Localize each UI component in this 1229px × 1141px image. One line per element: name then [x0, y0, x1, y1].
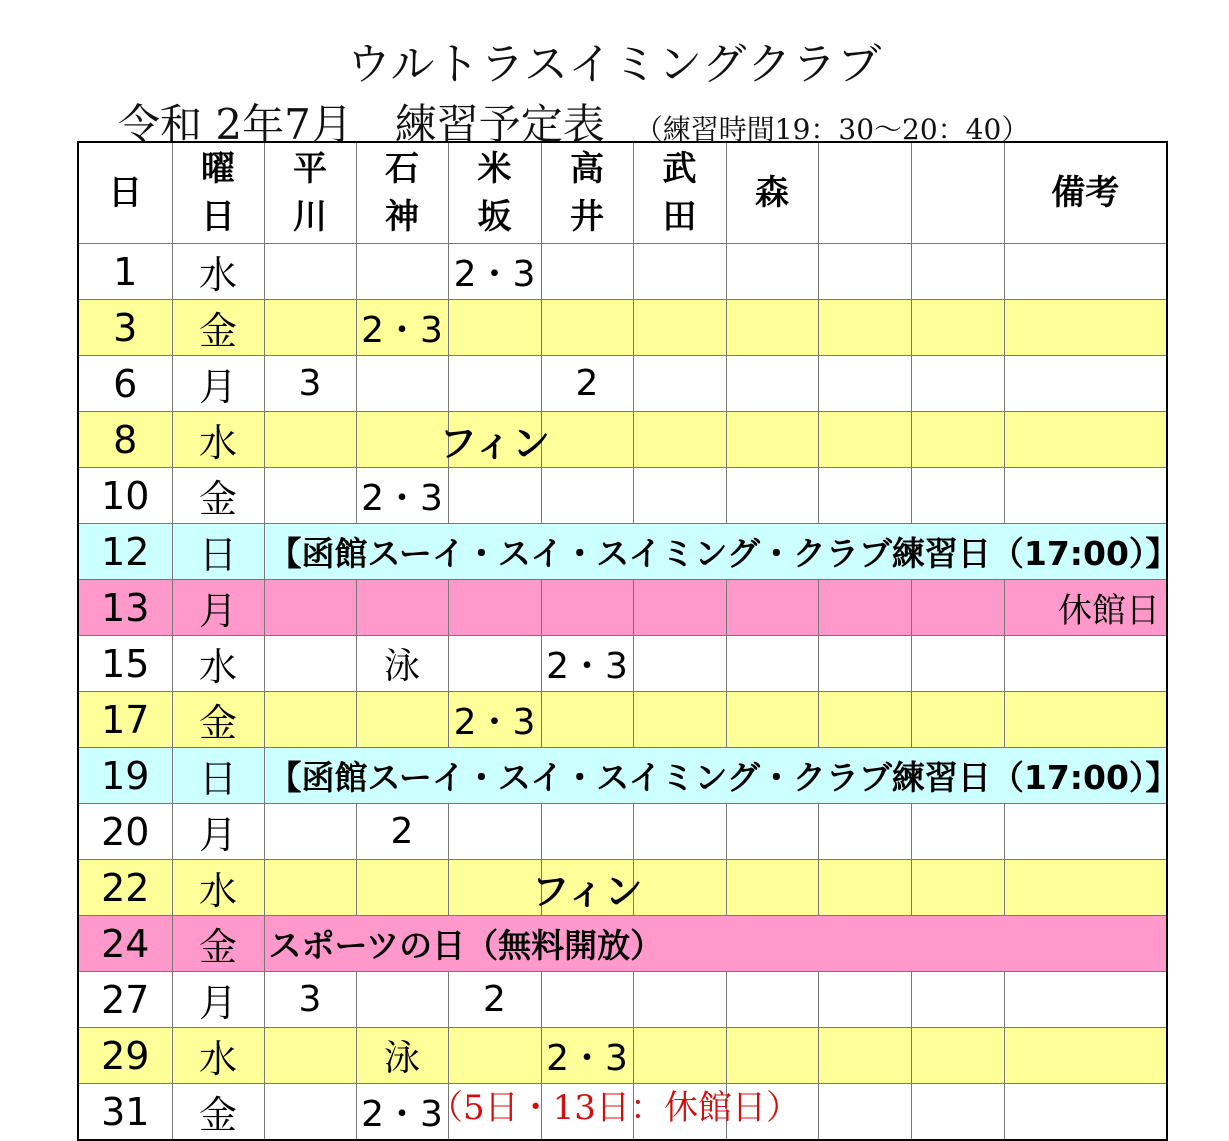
remarks-cell — [1004, 356, 1167, 412]
coach-cell-8 — [911, 580, 1004, 636]
coach-cell-6 — [726, 1028, 818, 1084]
weekday-cell: 日 — [172, 524, 264, 580]
coach-cell-8 — [911, 636, 1004, 692]
header-c3-bottom: 坂 — [477, 197, 512, 237]
event-span-cell — [264, 748, 1179, 804]
coach-cell-7 — [818, 468, 911, 524]
schedule-row — [78, 748, 1167, 804]
coach-cell-3 — [448, 468, 541, 524]
weekday-cell: 金 — [172, 1084, 264, 1141]
coach-cell-7 — [818, 244, 911, 300]
day-cell: 3 — [78, 300, 172, 356]
coach-cell-1: 3 — [264, 356, 356, 412]
header-c5-bottom: 田 — [662, 197, 697, 237]
coach-cell-1: 3 — [264, 972, 356, 1028]
coach-cell-6 — [726, 636, 818, 692]
coach-cell-7 — [818, 804, 911, 860]
coach-cell-8 — [911, 468, 1004, 524]
coach-cell-6 — [726, 860, 818, 916]
coach-cell-1 — [264, 300, 356, 356]
header-empty-2 — [911, 142, 1004, 244]
header-takeda — [633, 142, 726, 244]
schedule-row — [78, 300, 1167, 356]
day-cell: 17 — [78, 692, 172, 748]
coach-cell-6 — [726, 300, 818, 356]
weekday-cell: 水 — [172, 636, 264, 692]
coach-cell-3 — [448, 356, 541, 412]
remarks-cell — [1004, 636, 1167, 692]
practice-time-note: （練習時間19：30～20：40） — [634, 113, 1030, 146]
header-row — [78, 142, 1167, 244]
coach-cell-2 — [356, 356, 448, 412]
day-cell: 29 — [78, 1028, 172, 1084]
coach-cell-7 — [818, 860, 911, 916]
coach-cell-5 — [633, 972, 726, 1028]
day-cell: 20 — [78, 804, 172, 860]
header-c4-top: 高 — [570, 149, 604, 189]
day-cell: 10 — [78, 468, 172, 524]
coach-cell-4 — [531, 860, 643, 916]
schedule-row — [78, 580, 1167, 636]
header-empty-1 — [818, 142, 911, 244]
coach-cell-6 — [726, 356, 818, 412]
weekday-cell: 月 — [172, 580, 264, 636]
coach-cell-4 — [541, 468, 633, 524]
coach-cell-2 — [356, 860, 448, 916]
coach-cell-5 — [633, 468, 726, 524]
coach-cell-2: 2・3 — [356, 468, 448, 524]
coach-cell-4: 2・3 — [541, 1028, 633, 1084]
coach-cell-4: 2 — [541, 356, 633, 412]
coach-cell-5 — [633, 244, 726, 300]
coach-cell-8 — [911, 244, 1004, 300]
coach-cell-7 — [818, 356, 911, 412]
coach-cell-1 — [264, 580, 356, 636]
coach-cell-8 — [911, 972, 1004, 1028]
coach-cell-5 — [633, 356, 726, 412]
page-title: ウルトラスイミングクラブ — [346, 39, 883, 90]
coach-cell-7 — [818, 692, 911, 748]
header-remarks: 備考 — [1004, 142, 1167, 244]
coach-cell-2: 2 — [356, 804, 448, 860]
header-ishigami — [356, 142, 448, 244]
coach-cell-8 — [911, 300, 1004, 356]
day-cell: 15 — [78, 636, 172, 692]
schedule-table — [77, 141, 1179, 1141]
remarks-cell — [1004, 412, 1167, 468]
coach-cell-2: 2・3 — [356, 1084, 448, 1141]
schedule-row — [78, 636, 1167, 692]
header-c3-top: 米 — [477, 149, 512, 189]
weekday-cell: 水 — [172, 1028, 264, 1084]
schedule-row — [78, 524, 1167, 580]
coach-cell-1 — [264, 860, 356, 916]
schedule-row — [78, 412, 1167, 468]
header-hirakawa — [264, 142, 356, 244]
header-mori: 森 — [726, 142, 818, 244]
weekday-cell: 月 — [172, 972, 264, 1028]
coach-cell-8 — [911, 692, 1004, 748]
header-takai — [541, 142, 633, 244]
coach-cell-1 — [264, 468, 356, 524]
weekday-cell: 金 — [172, 468, 264, 524]
event-text: 【函館スーイ・スイ・スイミング・クラブ練習日（17:00）】 — [268, 758, 1179, 797]
coach-cell-4 — [541, 804, 633, 860]
header-c1-bottom: 川 — [293, 197, 327, 237]
coach-cell-3 — [448, 860, 541, 916]
header-c5-top: 武 — [662, 149, 697, 189]
coach-cell-8 — [911, 804, 1004, 860]
remarks-cell — [1004, 804, 1167, 860]
coach-cell-3: 2・3 — [448, 692, 541, 748]
coach-cell-1 — [264, 636, 356, 692]
coach-cell-1 — [264, 804, 356, 860]
coach-cell-3 — [448, 300, 541, 356]
event-span-cell — [264, 916, 1167, 972]
coach-cell-5 — [633, 804, 726, 860]
coach-cell-7 — [818, 1028, 911, 1084]
header-yonesaka — [448, 142, 541, 244]
coach-cell-1 — [264, 1028, 356, 1084]
coach-cell-7 — [818, 412, 911, 468]
coach-cell-5 — [633, 580, 726, 636]
day-cell: 13 — [78, 580, 172, 636]
coach-cell-4 — [541, 244, 633, 300]
coach-cell-8 — [911, 1028, 1004, 1084]
closed-days-note: （5日・13日：休館日） — [429, 1088, 800, 1128]
coach-cell-7 — [818, 636, 911, 692]
day-cell: 6 — [78, 356, 172, 412]
coach-cell-1 — [264, 244, 356, 300]
coach-cell-3 — [439, 412, 550, 468]
coach-cell-4 — [541, 580, 633, 636]
coach-cell-2 — [356, 580, 448, 636]
header-c2-top: 石 — [385, 149, 419, 189]
weekday-cell: 水 — [172, 412, 264, 468]
coach-cell-8 — [911, 356, 1004, 412]
header-c4-bottom: 井 — [570, 197, 604, 237]
schedule-row — [78, 1028, 1167, 1084]
event-text: 【函館スーイ・スイ・スイミング・クラブ練習日（17:00）】 — [268, 534, 1179, 573]
coach-cell-8 — [911, 412, 1004, 468]
coach-cell-7 — [818, 972, 911, 1028]
schedule-row — [78, 804, 1167, 860]
remarks-cell — [1004, 692, 1167, 748]
coach-cell-6 — [726, 412, 818, 468]
coach-cell-2 — [356, 692, 448, 748]
weekday-cell: 水 — [172, 860, 264, 916]
coach-cell-6 — [726, 580, 818, 636]
coach-cell-5 — [633, 636, 726, 692]
coach-cell-5 — [633, 412, 726, 468]
coach-cell-3: 2・3 — [448, 244, 541, 300]
coach-cell-3 — [448, 580, 541, 636]
coach-cell-7 — [818, 300, 911, 356]
coach-cell-8 — [911, 860, 1004, 916]
schedule-row — [78, 916, 1167, 972]
header-weekday-top: 曜 — [201, 149, 235, 189]
weekday-cell: 金 — [172, 300, 264, 356]
coach-cell-4 — [541, 972, 633, 1028]
day-cell: 24 — [78, 916, 172, 972]
schedule-row — [78, 468, 1167, 524]
coach-cell-2: 泳 — [356, 636, 448, 692]
weekday-cell: 金 — [172, 692, 264, 748]
coach-cell-2: 泳 — [356, 1028, 448, 1084]
coach-cell-6 — [726, 244, 818, 300]
subtitle-main: 令和 2年7月 練習予定表 — [118, 100, 605, 149]
remarks-cell — [1004, 860, 1167, 916]
day-cell: 31 — [78, 1084, 172, 1141]
coach-cell-5 — [633, 692, 726, 748]
header-day: 日 — [78, 142, 172, 244]
day-cell: 22 — [78, 860, 172, 916]
fin-label: フィン — [531, 869, 643, 913]
coach-cell-3 — [448, 804, 541, 860]
schedule-row — [78, 972, 1167, 1028]
remarks-cell: 休館日 — [1004, 580, 1167, 636]
day-cell: 1 — [78, 244, 172, 300]
schedule-row — [78, 356, 1167, 412]
weekday-cell: 月 — [172, 804, 264, 860]
coach-cell-1 — [264, 692, 356, 748]
coach-cell-2 — [356, 972, 448, 1028]
coach-cell-6 — [726, 468, 818, 524]
coach-cell-7 — [818, 580, 911, 636]
coach-cell-3: 2 — [448, 972, 541, 1028]
coach-cell-2 — [356, 412, 448, 468]
weekday-cell: 月 — [172, 356, 264, 412]
day-cell: 27 — [78, 972, 172, 1028]
event-span-cell — [264, 524, 1179, 580]
schedule-row — [78, 692, 1167, 748]
coach-cell-3 — [448, 1028, 541, 1084]
coach-cell-6 — [726, 972, 818, 1028]
weekday-cell: 日 — [172, 748, 264, 804]
coach-cell-4 — [541, 412, 633, 468]
coach-cell-2: 2・3 — [356, 300, 448, 356]
coach-cell-6 — [726, 804, 818, 860]
coach-cell-4 — [541, 692, 633, 748]
remarks-cell — [1004, 468, 1167, 524]
fin-label: フィン — [439, 421, 550, 465]
day-cell: 19 — [78, 748, 172, 804]
remarks-cell — [1004, 972, 1167, 1028]
coach-cell-4: 2・3 — [541, 636, 633, 692]
day-cell: 12 — [78, 524, 172, 580]
coach-cell-6 — [726, 692, 818, 748]
header-c1-top: 平 — [293, 149, 327, 189]
remarks-cell — [1004, 244, 1167, 300]
coach-cell-2 — [356, 244, 448, 300]
coach-cell-5 — [633, 300, 726, 356]
header-weekday-bottom: 日 — [201, 197, 235, 237]
day-cell: 8 — [78, 412, 172, 468]
event-text: スポーツの日（無料開放） — [268, 926, 664, 965]
schedule-row — [78, 860, 1167, 916]
header-weekday — [172, 142, 264, 244]
header-c2-bottom: 神 — [385, 197, 419, 237]
coach-cell-5 — [633, 860, 726, 916]
coach-cell-1 — [264, 412, 356, 468]
coach-cell-3 — [448, 636, 541, 692]
coach-cell-4 — [541, 300, 633, 356]
schedule-row — [78, 244, 1167, 300]
remarks-cell — [1004, 1028, 1167, 1084]
weekday-cell: 水 — [172, 244, 264, 300]
remarks-cell — [1004, 300, 1167, 356]
weekday-cell: 金 — [172, 916, 264, 972]
coach-cell-5 — [633, 1028, 726, 1084]
